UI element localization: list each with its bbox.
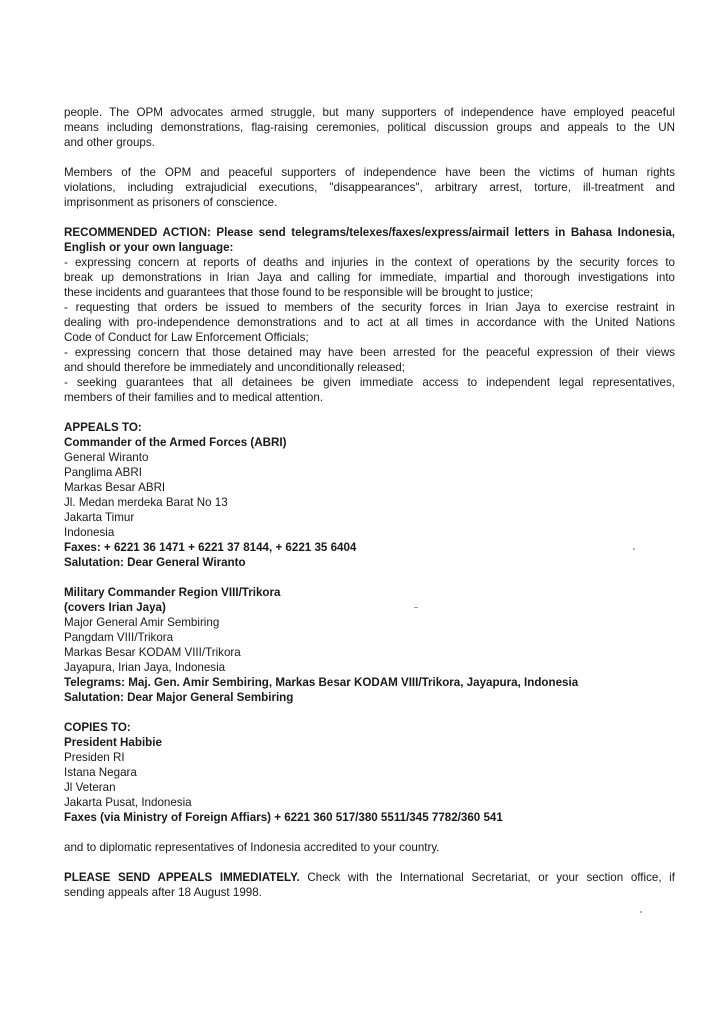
victims-paragraph <box>64 165 675 210</box>
victims-line: imprisonment as prisoners of conscience. <box>64 196 278 209</box>
recipient-title: Military Commander Region VIII/Trikora <box>64 586 281 599</box>
action-line: these incidents and guarantees that those found to be responsible will be brought to justice; <box>64 286 534 299</box>
salutation: Salutation: Dear Major General Sembiring <box>64 691 294 704</box>
telegram-address: Telegrams: Maj. Gen. Amir Sembiring, Markas Besar KODAM VIII/Trikora, Jayapura, Indonesia <box>64 676 579 689</box>
closing-line <box>64 870 675 885</box>
action-line: - requesting that orders be issued to members of the security forces in Irian Jaya to exercise restraint in <box>64 301 675 314</box>
address-line: Major General Amir Sembiring <box>64 616 220 629</box>
action-line: and should therefore be immediately and unconditionally released; <box>64 361 405 374</box>
recipient-title: Commander of the Armed Forces (ABRI) <box>64 436 287 449</box>
copies-heading: COPIES TO: <box>64 721 131 734</box>
intro-line: means including demonstrations, flag-raising ceremonies, political discussion groups and appeals to the UN <box>64 121 675 134</box>
intro-line: and other groups. <box>64 136 155 149</box>
recommended-action-heading: English or your own language: <box>64 241 234 254</box>
closing-text: Check with the International Secretariat, or your section office, if <box>299 871 675 884</box>
address-line: Jakarta Timur <box>64 511 135 524</box>
closing-emphasis: PLEASE SEND APPEALS IMMEDIATELY. <box>64 871 300 884</box>
document-page <box>64 105 675 900</box>
address-line: Jl Veteran <box>64 781 116 794</box>
recipient-title: President Habibie <box>64 736 162 749</box>
appeals-heading: APPEALS TO: <box>64 421 142 434</box>
appeals-section <box>64 420 675 570</box>
fax-numbers: Faxes (via Ministry of Foreign Affiars) + 6221 360 517/380 5511/345 7782/360 541 <box>64 811 503 824</box>
address-line: Istana Negara <box>64 766 137 779</box>
scan-speck <box>640 911 642 913</box>
address-line: Pangdam VIII/Trikora <box>64 631 174 644</box>
recommended-action-section <box>64 225 675 405</box>
action-line: - expressing concern that those detained may have been arrested for the peaceful expression of their views <box>64 346 675 359</box>
diplomatic-note <box>64 840 675 855</box>
address-line: Panglima ABRI <box>64 466 142 479</box>
action-line: Code of Conduct for Law Enforcement Officials; <box>64 331 309 344</box>
address-line: Presiden RI <box>64 751 125 764</box>
address-line: Jl. Medan merdeka Barat No 13 <box>64 496 228 509</box>
recommended-action-heading: RECOMMENDED ACTION: Please send telegrams/telexes/faxes/express/airmail letters in Bahasa Indonesia, <box>64 226 675 239</box>
victims-line: Members of the OPM and peaceful supporters of independence have been the victims of human rights <box>64 166 675 179</box>
address-line: Indonesia <box>64 526 115 539</box>
recipient-title: (covers Irian Jaya) <box>64 601 166 614</box>
address-line: Jakarta Pusat, Indonesia <box>64 796 192 809</box>
address-line: Markas Besar ABRI <box>64 481 166 494</box>
action-line: dealing with pro-independence demonstrations and to act at all times in accordance with the United Nations <box>64 316 675 329</box>
action-line: break up demonstrations in Irian Jaya and calling for immediate, impartial and thorough investigations into <box>64 271 675 284</box>
action-line: members of their families and to medical attention. <box>64 391 324 404</box>
address-line: Jayapura, Irian Jaya, Indonesia <box>64 661 226 674</box>
action-line: - seeking guarantees that all detainees be given immediate access to independent legal representatives, <box>64 376 675 389</box>
military-commander-section <box>64 585 675 705</box>
closing-line: sending appeals after 18 August 1998. <box>64 886 262 899</box>
copies-section <box>64 720 675 825</box>
diplomatic-line: and to diplomatic representatives of Indonesia accredited to your country. <box>64 841 440 854</box>
address-line: General Wiranto <box>64 451 149 464</box>
fax-numbers: Faxes: + 6221 36 1471 + 6221 37 8144, + 6221 35 6404 <box>64 541 357 554</box>
intro-line: people. The OPM advocates armed struggle, but many supporters of independence have employed peaceful <box>64 106 675 119</box>
closing-paragraph <box>64 870 675 900</box>
scan-speck <box>414 607 418 608</box>
intro-paragraph <box>64 105 675 150</box>
salutation: Salutation: Dear General Wiranto <box>64 556 246 569</box>
action-line: - expressing concern at reports of deaths and injuries in the context of operations by the security forces to <box>64 256 675 269</box>
address-line: Markas Besar KODAM VIII/Trikora <box>64 646 241 659</box>
victims-line: violations, including extrajudicial executions, "disappearances", arbitrary arrest, torture, ill-treatment and <box>64 181 675 194</box>
scan-speck <box>633 548 635 550</box>
